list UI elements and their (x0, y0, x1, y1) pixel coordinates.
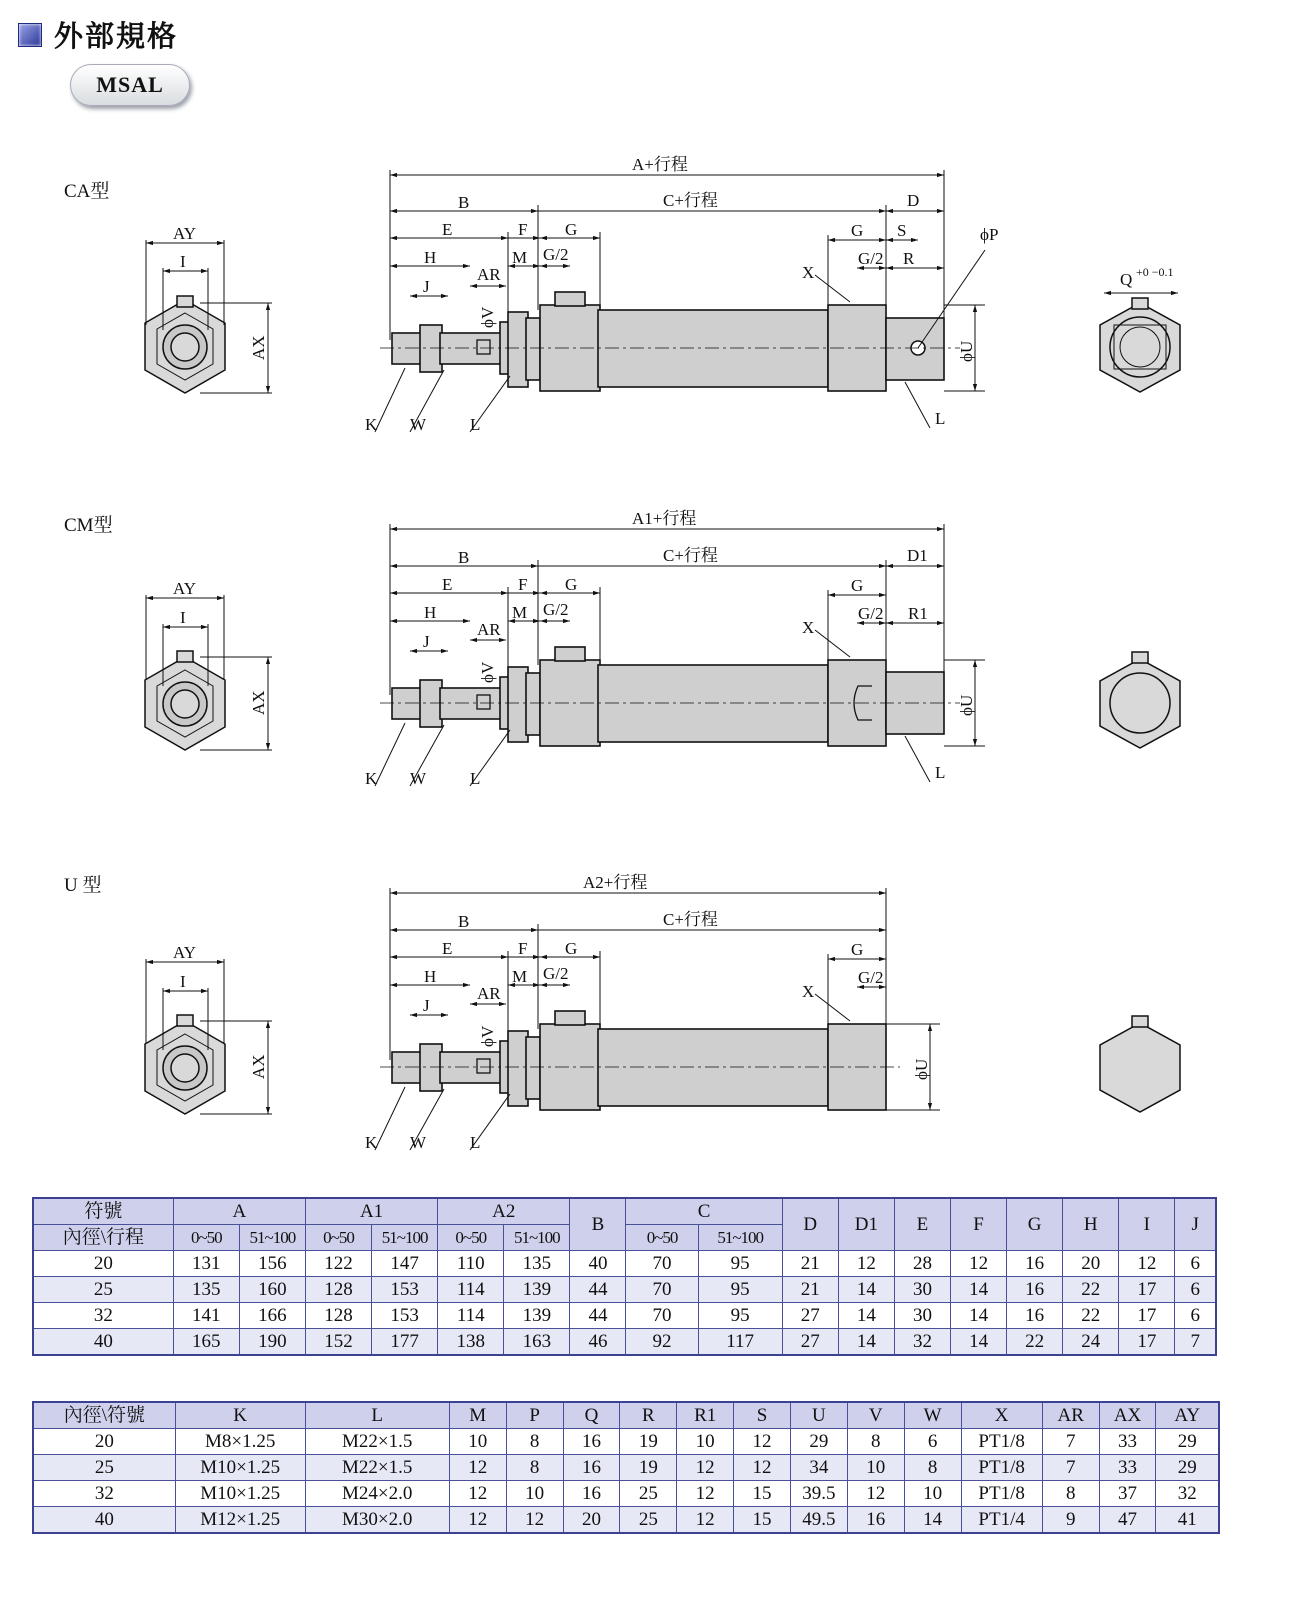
value-cell: 122 (305, 1251, 371, 1277)
dim-h: H (424, 967, 437, 986)
header-cell: AX (1099, 1402, 1156, 1429)
value-cell: M8×1.25 (175, 1429, 305, 1455)
table-row (33, 1277, 1216, 1303)
value-cell: 8 (506, 1455, 563, 1481)
dim-g: G (565, 939, 578, 958)
table-body (33, 1429, 1219, 1534)
value-cell: 10 (904, 1481, 961, 1507)
dim-l: L (470, 769, 481, 788)
dim-k: K (365, 769, 378, 788)
dim-h: H (424, 603, 437, 622)
value-cell: M10×1.25 (175, 1455, 305, 1481)
dim-j: J (423, 277, 430, 296)
value-cell: 8 (904, 1455, 961, 1481)
dim-g2-right: G/2 (858, 968, 884, 987)
value-cell: 28 (894, 1251, 950, 1277)
value-cell: 177 (372, 1329, 438, 1356)
dim-x: X (802, 618, 815, 637)
col-h: H (1063, 1198, 1119, 1251)
dim-g2: G/2 (543, 964, 569, 983)
value-cell: 49.5 (790, 1507, 847, 1534)
value-cell: 16 (847, 1507, 904, 1534)
bore-cell: 40 (33, 1507, 175, 1534)
dim-m: M (512, 967, 528, 986)
dim-r: R (903, 249, 915, 268)
dim-k: K (365, 1133, 378, 1152)
dim-d1: D1 (907, 546, 928, 565)
dimension-table-2 (32, 1401, 1220, 1534)
dim-b: B (458, 912, 470, 931)
value-cell: 41 (1156, 1507, 1219, 1534)
value-cell: 44 (570, 1277, 626, 1303)
col-g: G (1007, 1198, 1063, 1251)
value-cell: 30 (894, 1303, 950, 1329)
table-row (33, 1251, 1216, 1277)
value-cell: 14 (951, 1329, 1007, 1356)
col-a2: A2 (438, 1198, 570, 1225)
value-cell: 29 (1156, 1455, 1219, 1481)
bore-cell: 20 (33, 1251, 173, 1277)
dim-g: G (565, 220, 578, 239)
value-cell: 128 (305, 1277, 371, 1303)
value-cell: 6 (904, 1429, 961, 1455)
value-cell: 17 (1119, 1277, 1175, 1303)
value-cell: 16 (563, 1429, 620, 1455)
dim-u: ϕU (912, 1058, 931, 1080)
header-cell: Q (563, 1402, 620, 1429)
corner-bottom: 內徑\行程 (33, 1225, 173, 1251)
value-cell: 8 (847, 1429, 904, 1455)
header-cell: U (790, 1402, 847, 1429)
dim-g2: G/2 (543, 245, 569, 264)
col-e: E (894, 1198, 950, 1251)
header-cell: 內徑\符號 (33, 1402, 175, 1429)
value-cell: 16 (1007, 1277, 1063, 1303)
dim-ay: AY (173, 943, 196, 962)
value-cell: 165 (173, 1329, 239, 1356)
value-cell: 16 (1007, 1303, 1063, 1329)
dim-overall: A+行程 (632, 155, 688, 174)
value-cell: 14 (838, 1277, 894, 1303)
value-cell: 29 (790, 1429, 847, 1455)
bore-cell: 20 (33, 1429, 175, 1455)
value-cell: 6 (1175, 1303, 1216, 1329)
dim-g2-right: G/2 (858, 249, 884, 268)
value-cell: 10 (677, 1429, 734, 1455)
table-row (33, 1429, 1219, 1455)
dim-g2: G/2 (543, 600, 569, 619)
dim-f: F (518, 575, 528, 594)
dim-l: L (470, 1133, 481, 1152)
dim-v: ϕV (478, 1025, 497, 1047)
bore-cell: 40 (33, 1329, 173, 1356)
dim-m: M (512, 248, 528, 267)
table-row (33, 1455, 1219, 1481)
value-cell: M22×1.5 (305, 1429, 449, 1455)
bore-cell: 25 (33, 1277, 173, 1303)
value-cell: 14 (951, 1277, 1007, 1303)
value-cell: 12 (847, 1481, 904, 1507)
value-cell: 92 (626, 1329, 698, 1356)
value-cell: 152 (305, 1329, 371, 1356)
value-cell: 12 (838, 1251, 894, 1277)
bore-cell: 32 (33, 1481, 175, 1507)
dim-ar: AR (477, 265, 501, 284)
dim-g-right: G (851, 940, 864, 959)
cylinder-body (392, 292, 944, 391)
dim-ar: AR (477, 984, 501, 1003)
value-cell: 139 (504, 1303, 570, 1329)
value-cell: M10×1.25 (175, 1481, 305, 1507)
value-cell: 95 (698, 1277, 782, 1303)
dim-h: H (424, 248, 437, 267)
value-cell: 12 (677, 1481, 734, 1507)
value-cell: 10 (506, 1481, 563, 1507)
value-cell: 8 (1042, 1481, 1099, 1507)
value-cell: 33 (1099, 1429, 1156, 1455)
dim-i: I (180, 252, 186, 271)
header-cell: X (961, 1402, 1042, 1429)
dim-d: D (907, 191, 920, 210)
value-cell: 15 (734, 1481, 791, 1507)
value-cell: 14 (904, 1507, 961, 1534)
dim-c: C+行程 (663, 191, 718, 210)
value-cell: 27 (782, 1303, 838, 1329)
dimension-labels (173, 155, 1174, 434)
dim-j: J (423, 996, 430, 1015)
value-cell: 6 (1175, 1277, 1216, 1303)
sub-a1-51-100: 51~100 (372, 1225, 438, 1251)
dim-b: B (458, 193, 470, 212)
header-cell: AR (1042, 1402, 1099, 1429)
value-cell: 17 (1119, 1329, 1175, 1356)
value-cell: 12 (1119, 1251, 1175, 1277)
sub-a2-51-100: 51~100 (504, 1225, 570, 1251)
dim-w: W (410, 769, 427, 788)
dim-ax: AX (249, 335, 268, 360)
cylinder-body (392, 647, 944, 746)
value-cell: 147 (372, 1251, 438, 1277)
value-cell: 138 (438, 1329, 504, 1356)
value-cell: 25 (620, 1507, 677, 1534)
value-cell: 40 (570, 1251, 626, 1277)
end-view-right (1100, 298, 1180, 392)
dim-p: ϕP (980, 225, 999, 244)
value-cell: 153 (372, 1277, 438, 1303)
col-f: F (951, 1198, 1007, 1251)
col-i: I (1119, 1198, 1175, 1251)
value-cell: 8 (506, 1429, 563, 1455)
dim-l-right: L (935, 409, 946, 428)
value-cell: PT1/8 (961, 1455, 1042, 1481)
dim-c: C+行程 (663, 546, 718, 565)
bore-cell: 25 (33, 1455, 175, 1481)
value-cell: 27 (782, 1329, 838, 1356)
dim-f: F (518, 220, 528, 239)
dim-w: W (410, 1133, 427, 1152)
value-cell: 190 (239, 1329, 305, 1356)
value-cell: 139 (504, 1277, 570, 1303)
dim-s: S (897, 221, 907, 240)
value-cell: 32 (894, 1329, 950, 1356)
value-cell: 110 (438, 1251, 504, 1277)
header-cell: W (904, 1402, 961, 1429)
value-cell: 117 (698, 1329, 782, 1356)
type-label-u: U 型 (64, 875, 102, 896)
value-cell: 39.5 (790, 1481, 847, 1507)
sub-c-0-50: 0~50 (626, 1225, 698, 1251)
value-cell: 160 (239, 1277, 305, 1303)
value-cell: 6 (1175, 1251, 1216, 1277)
value-cell: 70 (626, 1303, 698, 1329)
value-cell: 14 (838, 1329, 894, 1356)
header-cell: L (305, 1402, 449, 1429)
value-cell: 12 (449, 1455, 506, 1481)
value-cell: 153 (372, 1303, 438, 1329)
dim-v: ϕV (478, 661, 497, 683)
header-cell: R (620, 1402, 677, 1429)
value-cell: 16 (563, 1455, 620, 1481)
sub-a-51-100: 51~100 (239, 1225, 305, 1251)
value-cell: 135 (173, 1277, 239, 1303)
table-row (33, 1481, 1219, 1507)
dim-l: L (470, 415, 481, 434)
dim-ax: AX (249, 1054, 268, 1079)
value-cell: 141 (173, 1303, 239, 1329)
col-d: D (782, 1198, 838, 1251)
dim-e: E (442, 939, 453, 958)
value-cell: 12 (449, 1481, 506, 1507)
value-cell: M24×2.0 (305, 1481, 449, 1507)
value-cell: 16 (563, 1481, 620, 1507)
value-cell: 46 (570, 1329, 626, 1356)
dim-g: G (565, 575, 578, 594)
value-cell: 12 (734, 1455, 791, 1481)
header-cell: S (734, 1402, 791, 1429)
front-view-left (145, 1015, 225, 1114)
value-cell: 70 (626, 1251, 698, 1277)
value-cell: 24 (1063, 1329, 1119, 1356)
value-cell: 7 (1042, 1429, 1099, 1455)
cylinder-body (392, 1011, 886, 1110)
dim-i: I (180, 972, 186, 991)
value-cell: 12 (677, 1507, 734, 1534)
dim-r1: R1 (908, 604, 928, 623)
end-view-right (1100, 652, 1180, 748)
dim-overall: A2+行程 (583, 873, 648, 892)
dim-b: B (458, 548, 470, 567)
dim-ay: AY (173, 579, 196, 598)
value-cell: 44 (570, 1303, 626, 1329)
value-cell: 22 (1007, 1329, 1063, 1356)
value-cell: 95 (698, 1251, 782, 1277)
corner-top: 符號 (33, 1198, 173, 1225)
value-cell: 95 (698, 1303, 782, 1329)
drawing-u (145, 873, 1180, 1152)
header-cell: M (449, 1402, 506, 1429)
value-cell: 37 (1099, 1481, 1156, 1507)
value-cell: 15 (734, 1507, 791, 1534)
value-cell: 30 (894, 1277, 950, 1303)
dim-u: ϕU (957, 340, 976, 362)
value-cell: 14 (951, 1303, 1007, 1329)
value-cell: 22 (1063, 1303, 1119, 1329)
header-cell: R1 (677, 1402, 734, 1429)
value-cell: 7 (1175, 1329, 1216, 1356)
value-cell: 131 (173, 1251, 239, 1277)
dim-c: C+行程 (663, 910, 718, 929)
bore-cell: 32 (33, 1303, 173, 1329)
value-cell: 19 (620, 1455, 677, 1481)
dim-e: E (442, 220, 453, 239)
dim-ar: AR (477, 620, 501, 639)
value-cell: 12 (734, 1429, 791, 1455)
dim-k: K (365, 415, 378, 434)
value-cell: 29 (1156, 1429, 1219, 1455)
value-cell: 128 (305, 1303, 371, 1329)
drawing-ca (145, 155, 1180, 434)
dim-j: J (423, 632, 430, 651)
value-cell: 114 (438, 1277, 504, 1303)
value-cell: 21 (782, 1277, 838, 1303)
value-cell: 135 (504, 1251, 570, 1277)
value-cell: 70 (626, 1277, 698, 1303)
dimension-table-1 (32, 1197, 1217, 1356)
value-cell: M12×1.25 (175, 1507, 305, 1534)
dim-i: I (180, 608, 186, 627)
value-cell: 47 (1099, 1507, 1156, 1534)
header-cell: AY (1156, 1402, 1219, 1429)
section-title: 外部規格 (54, 19, 179, 53)
value-cell: 16 (1007, 1251, 1063, 1277)
dim-v: ϕV (478, 306, 497, 328)
value-cell: PT1/4 (961, 1507, 1042, 1534)
dim-g-right: G (851, 221, 864, 240)
front-view-left (145, 651, 225, 750)
value-cell: 12 (951, 1251, 1007, 1277)
model-badge: MSAL (70, 64, 190, 106)
dim-m: M (512, 603, 528, 622)
col-j: J (1175, 1198, 1216, 1251)
value-cell: PT1/8 (961, 1481, 1042, 1507)
value-cell: 156 (239, 1251, 305, 1277)
header-cell: V (847, 1402, 904, 1429)
drawing-cm (145, 509, 1180, 788)
value-cell: 12 (506, 1507, 563, 1534)
table-header-row (33, 1402, 1219, 1429)
value-cell: 14 (838, 1303, 894, 1329)
value-cell: 114 (438, 1303, 504, 1329)
dim-f: F (518, 939, 528, 958)
front-view-left (145, 296, 225, 393)
sub-a-0-50: 0~50 (173, 1225, 239, 1251)
value-cell: PT1/8 (961, 1429, 1042, 1455)
col-c: C (626, 1198, 782, 1225)
value-cell: 20 (563, 1507, 620, 1534)
col-d1: D1 (838, 1198, 894, 1251)
dim-q-tolerance: +0 −0.1 (1136, 265, 1174, 279)
header-cell: P (506, 1402, 563, 1429)
dim-w: W (410, 415, 427, 434)
dimension-lines (146, 170, 1178, 432)
value-cell: 10 (847, 1455, 904, 1481)
dim-x: X (802, 982, 815, 1001)
header-cell: K (175, 1402, 305, 1429)
type-label-cm: CM型 (64, 515, 113, 536)
value-cell: 17 (1119, 1303, 1175, 1329)
dim-l-right: L (935, 763, 946, 782)
value-cell: 20 (1063, 1251, 1119, 1277)
dim-ax: AX (249, 690, 268, 715)
col-a1: A1 (305, 1198, 437, 1225)
value-cell: M30×2.0 (305, 1507, 449, 1534)
table-row (33, 1329, 1216, 1356)
dim-g-right: G (851, 576, 864, 595)
sub-a2-0-50: 0~50 (438, 1225, 504, 1251)
table-body (33, 1251, 1216, 1356)
dim-x: X (802, 263, 815, 282)
value-cell: 22 (1063, 1277, 1119, 1303)
dim-e: E (442, 575, 453, 594)
sub-a1-0-50: 0~50 (305, 1225, 371, 1251)
value-cell: 19 (620, 1429, 677, 1455)
value-cell: 32 (1156, 1481, 1219, 1507)
value-cell: 12 (677, 1455, 734, 1481)
value-cell: 166 (239, 1303, 305, 1329)
value-cell: 10 (449, 1429, 506, 1455)
dim-ay: AY (173, 224, 196, 243)
value-cell: 33 (1099, 1455, 1156, 1481)
value-cell: 25 (620, 1481, 677, 1507)
dim-g2-right: G/2 (858, 604, 884, 623)
value-cell: 34 (790, 1455, 847, 1481)
value-cell: 9 (1042, 1507, 1099, 1534)
value-cell: 7 (1042, 1455, 1099, 1481)
sub-c-51-100: 51~100 (698, 1225, 782, 1251)
col-a: A (173, 1198, 305, 1225)
table-row (33, 1303, 1216, 1329)
value-cell: M22×1.5 (305, 1455, 449, 1481)
col-b: B (570, 1198, 626, 1251)
dim-u: ϕU (957, 694, 976, 716)
dim-overall: A1+行程 (632, 509, 697, 528)
value-cell: 12 (449, 1507, 506, 1534)
end-view-right (1100, 1016, 1180, 1112)
dim-q: Q (1120, 270, 1133, 289)
table-header-row (33, 1198, 1216, 1225)
type-label-ca: CA型 (64, 181, 110, 202)
value-cell: 21 (782, 1251, 838, 1277)
value-cell: 163 (504, 1329, 570, 1356)
table-row (33, 1507, 1219, 1534)
